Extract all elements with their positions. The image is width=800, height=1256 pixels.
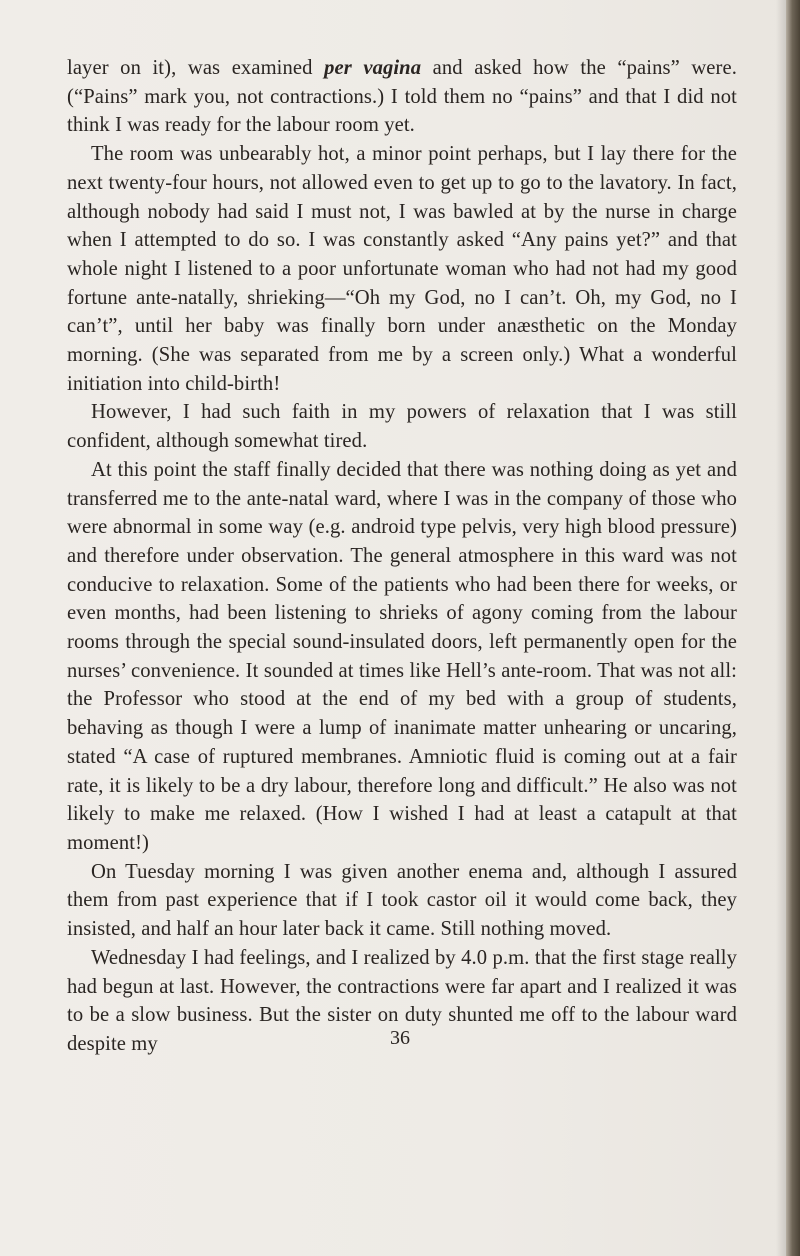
page-number: 36 [390, 1027, 410, 1049]
paragraph-6: Wednesday I had feelings, and I realized by 4.0 p.m. that the first stage really had begun at last. However, the contractions were far apart and I realized it was to be a slow business. But the sister on duty shunted me off to the labour ward despite my [67, 946, 737, 1055]
paragraph-5: On Tuesday morning I was given another enema and, although I assured them from past experience that if I took castor oil it would come back, they insisted, and half an hour later back it came. Still nothing moved. [67, 860, 737, 941]
text-run: layer on it), was examined [67, 57, 325, 79]
body-text [67, 54, 737, 1059]
paragraph-2: The room was unbearably hot, a minor point perhaps, but I lay there for the next twenty-four hours, not allowed even to get up to go to the lavatory. In fact, although nobody had said I must not, I was bawled at by the nurse in charge when I attempted to do so. I was constantly asked “Any pains yet?” and that whole night I listened to a poor unfortunate woman who had not had my good fortune ante-natally, shrieking—“Oh my God, no I can’t. Oh, my God, no I can’t”, until her baby was finally born under anæsthetic on the Monday morning. (She was separated from me by a screen only.) What a wonderful initiation into child-birth! [67, 143, 737, 395]
text-run: and asked how the “pains” were. (“Pains” mark you, not contractions.) I told them no “pains” and that I did not think I was ready for the labour room yet. [67, 57, 737, 137]
book-spine-edge [786, 0, 800, 1256]
paragraph-1 [67, 54, 737, 140]
italic-phrase: per vagina [324, 57, 422, 79]
paragraph-4: At this point the staff finally decided that there was nothing doing as yet and transferred me to the ante-natal ward, where I was in the company of those who were abnormal in some way (e.g. android type pelvis, very high blood pressure) and therefore under observation. The general atmosphere in this ward was not conducive to relaxation. Some of the patients who had been there for weeks, or even months, had been listening to shrieks of agony coming from the labour rooms through the special sound-insulated doors, left permanently open for the nurses’ convenience. It sounded at times like Hell’s ante-room. That was not all: the Professor who stood at the end of my bed with a group of students, behaving as though I were a lump of inanimate matter unhearing or uncaring, stated “A case of ruptured membranes. Amniotic fluid is coming out at a fair rate, it is likely to be a dry labour, therefore long and difficult.” He also was not likely to make me relaxed. (How I wished I had at least a catapult at that moment!) [67, 458, 737, 854]
paragraph-3: However, I had such faith in my powers of relaxation that I was still confident, although somewhat tired. [67, 401, 737, 453]
